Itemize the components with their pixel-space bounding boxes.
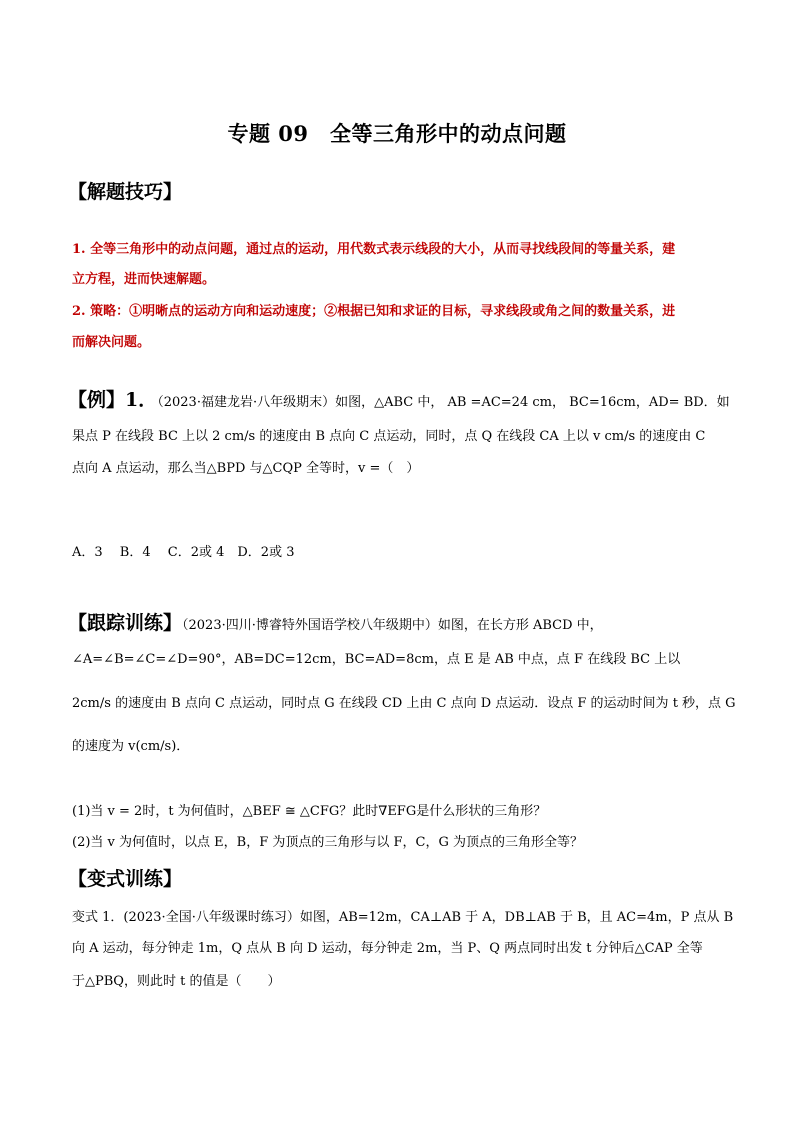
example-line-1: [68, 385, 728, 412]
training-question-2: (2)当 v 为何值时，以点 E，B，F 为顶点的三角形与以 F，C，G 为顶点的三角形全等？: [72, 835, 583, 850]
example-line-2: 果点 P 在线段 BC 上以 2 cm/s 的速度由 B 点向 C 点运动，同时，点 Q 在线段 CA 上以 v cm/s 的速度由 C: [72, 429, 706, 444]
example-options: A．3 B．4 C．2或 4 D．2或 3: [72, 545, 295, 560]
training-text-1: （2023·四川·博睿特外国语学校八年级期中）如图，在长方形 ABCD 中，: [182, 618, 603, 633]
tips-line-4: 而解决问题。: [72, 335, 151, 350]
tips-heading: 【解题技巧】: [68, 181, 183, 203]
variant-heading: 【变式训练】: [68, 868, 183, 890]
example-text-1: （2023·福建龙岩·八年级期末）如图，△ABC 中， AB =AC=24 cm， BC=16cm，AD= BD．如: [157, 395, 730, 410]
training-question-1: (1)当 v = 2时，t 为何值时，△BEF ≅ △CFG？此时∇EFG是什么形状的三角形？: [72, 804, 547, 819]
example-label: 【例】1．: [68, 389, 158, 411]
page-title: 专题 09 全等三角形中的动点问题: [227, 121, 567, 146]
variant-line-2: 向 A 运动，每分钟走 1m，Q 点从 B 向 D 运动，每分钟走 2m，当 P、Q 两点同时出发 t 分钟后△CAP 全等: [72, 941, 703, 956]
training-line-4: 的速度为 v(cm/s)．: [72, 739, 190, 754]
training-label: 【跟踪训练】: [68, 612, 183, 634]
training-line-2: ∠A=∠B=∠C=∠D=90°，AB=DC=12cm，BC=AD=8cm，点 E 是 AB 中点，点 F 在线段 BC 上以: [72, 652, 681, 667]
tips-line-1: 1. 全等三角形中的动点问题，通过点的运动，用代数式表示线段的大小，从而寻找线段间的等量关系，建: [72, 242, 676, 257]
tips-line-2: 立方程，进而快速解题。: [72, 272, 216, 287]
training-line-1: [68, 608, 728, 635]
training-line-3: 2cm/s 的速度由 B 点向 C 点运动，同时点 G 在线段 CD 上由 C 点向 D 点运动．设点 F 的运动时间为 t 秒，点 G: [72, 696, 736, 711]
tips-line-3: 2. 策略：①明晰点的运动方向和运动速度；②根据已知和求证的目标，寻求线段或角之间的数量关系，进: [72, 304, 676, 319]
example-line-3: 点向 A 点运动，那么当△BPD 与△CQP 全等时，v =（ ）: [72, 461, 420, 476]
variant-line-3: 于△PBQ，则此时 t 的值是（ ）: [72, 974, 281, 989]
variant-line-1: 变式 1．(2023·全国·八年级课时练习）如图，AB=12m，CA⊥AB 于 A，DB⊥AB 于 B，且 AC=4m，P 点从 B: [72, 910, 734, 925]
